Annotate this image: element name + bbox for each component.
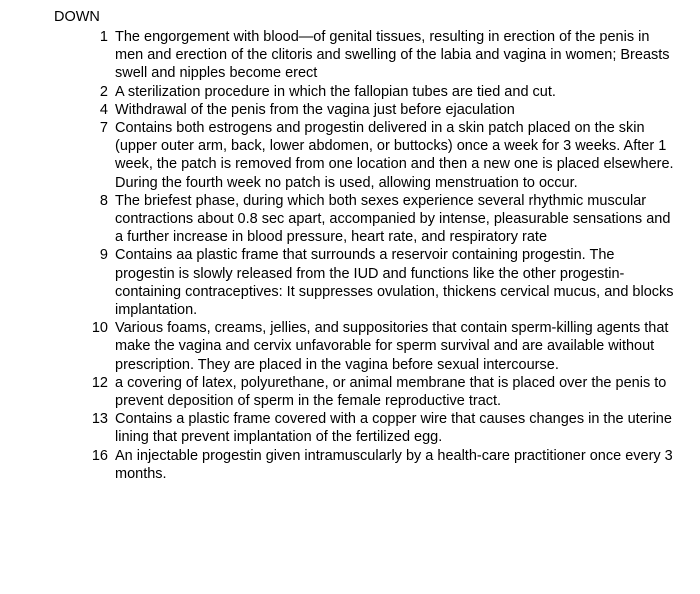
clue-text: Contains both estrogens and progestin delivered in a skin patch placed on the skin (upper outer arm, back, lower abdomen, or buttocks) once a week for 3 weeks. After 1 week, the patch is removed from one location and then a new one is placed elsewhere. During the fourth week no patch is used, allowing menstruation to occur. xyxy=(115,120,674,191)
clue-number: 2 xyxy=(99,83,108,100)
clue-number: 1 xyxy=(99,29,108,45)
clue-item xyxy=(86,192,676,247)
clue-item xyxy=(86,101,676,119)
section-heading: DOWN xyxy=(54,9,100,25)
down-clue-list xyxy=(86,28,676,483)
clue-text: a covering of latex, polyurethane, or animal membrane that is placed over the penis to prevent deposition of sperm in the female reproductive tract. xyxy=(115,374,667,410)
clue-text: Withdrawal of the penis from the vagina just before ejaculation xyxy=(115,101,515,118)
clue-text: An injectable progestin given intramuscularly by a health-care practitioner once every 3 months. xyxy=(115,447,673,482)
clue-item xyxy=(86,28,676,83)
clue-item xyxy=(86,119,676,192)
clue-number: 7 xyxy=(99,120,108,137)
clue-text: Contains aa plastic frame that surrounds a reservoir containing progestin. The progestin is slowly released from the IUD and functions like the other progestin-containing contraceptives: It suppresses ovulation, thickens cervical mucus, and blocks implantation. xyxy=(115,247,674,319)
clue-number: 13 xyxy=(91,411,108,428)
clue-item xyxy=(86,447,676,483)
clue-item xyxy=(86,83,676,101)
clue-item xyxy=(86,410,676,446)
clue-item xyxy=(86,246,676,319)
clue-number: 9 xyxy=(99,247,108,264)
clue-item xyxy=(86,374,676,410)
clue-number: 12 xyxy=(91,374,108,391)
clue-item xyxy=(86,319,676,374)
clue-number: 16 xyxy=(91,447,108,464)
clue-text: Various foams, creams, jellies, and suppositories that contain sperm-killing agents that make the vagina and cervix unfavorable for sperm survival and are available without prescription. They are placed in the vagina before sexual intercourse. xyxy=(115,320,669,373)
clue-number: 4 xyxy=(99,101,108,118)
clue-text: A sterilization procedure in which the fallopian tubes are tied and cut. xyxy=(115,83,556,100)
clue-text: Contains a plastic frame covered with a copper wire that causes changes in the uterine lining that prevent implantation of the fertilized egg. xyxy=(115,411,672,446)
clue-text: The engorgement with blood—of genital tissues, resulting in erection of the penis in men and erection of the clitoris and swelling of the labia and vagina in women; Breasts swell and nipples become erect xyxy=(115,29,670,82)
clue-number: 10 xyxy=(91,320,108,337)
clue-number: 8 xyxy=(99,192,108,209)
clue-text: The briefest phase, during which both sexes experience several rhythmic muscular contractions about 0.8 sec apart, accompanied by intense, pleasurable sensations and a further increase in blood pressure, heart rate, and respiratory rate xyxy=(115,192,671,246)
